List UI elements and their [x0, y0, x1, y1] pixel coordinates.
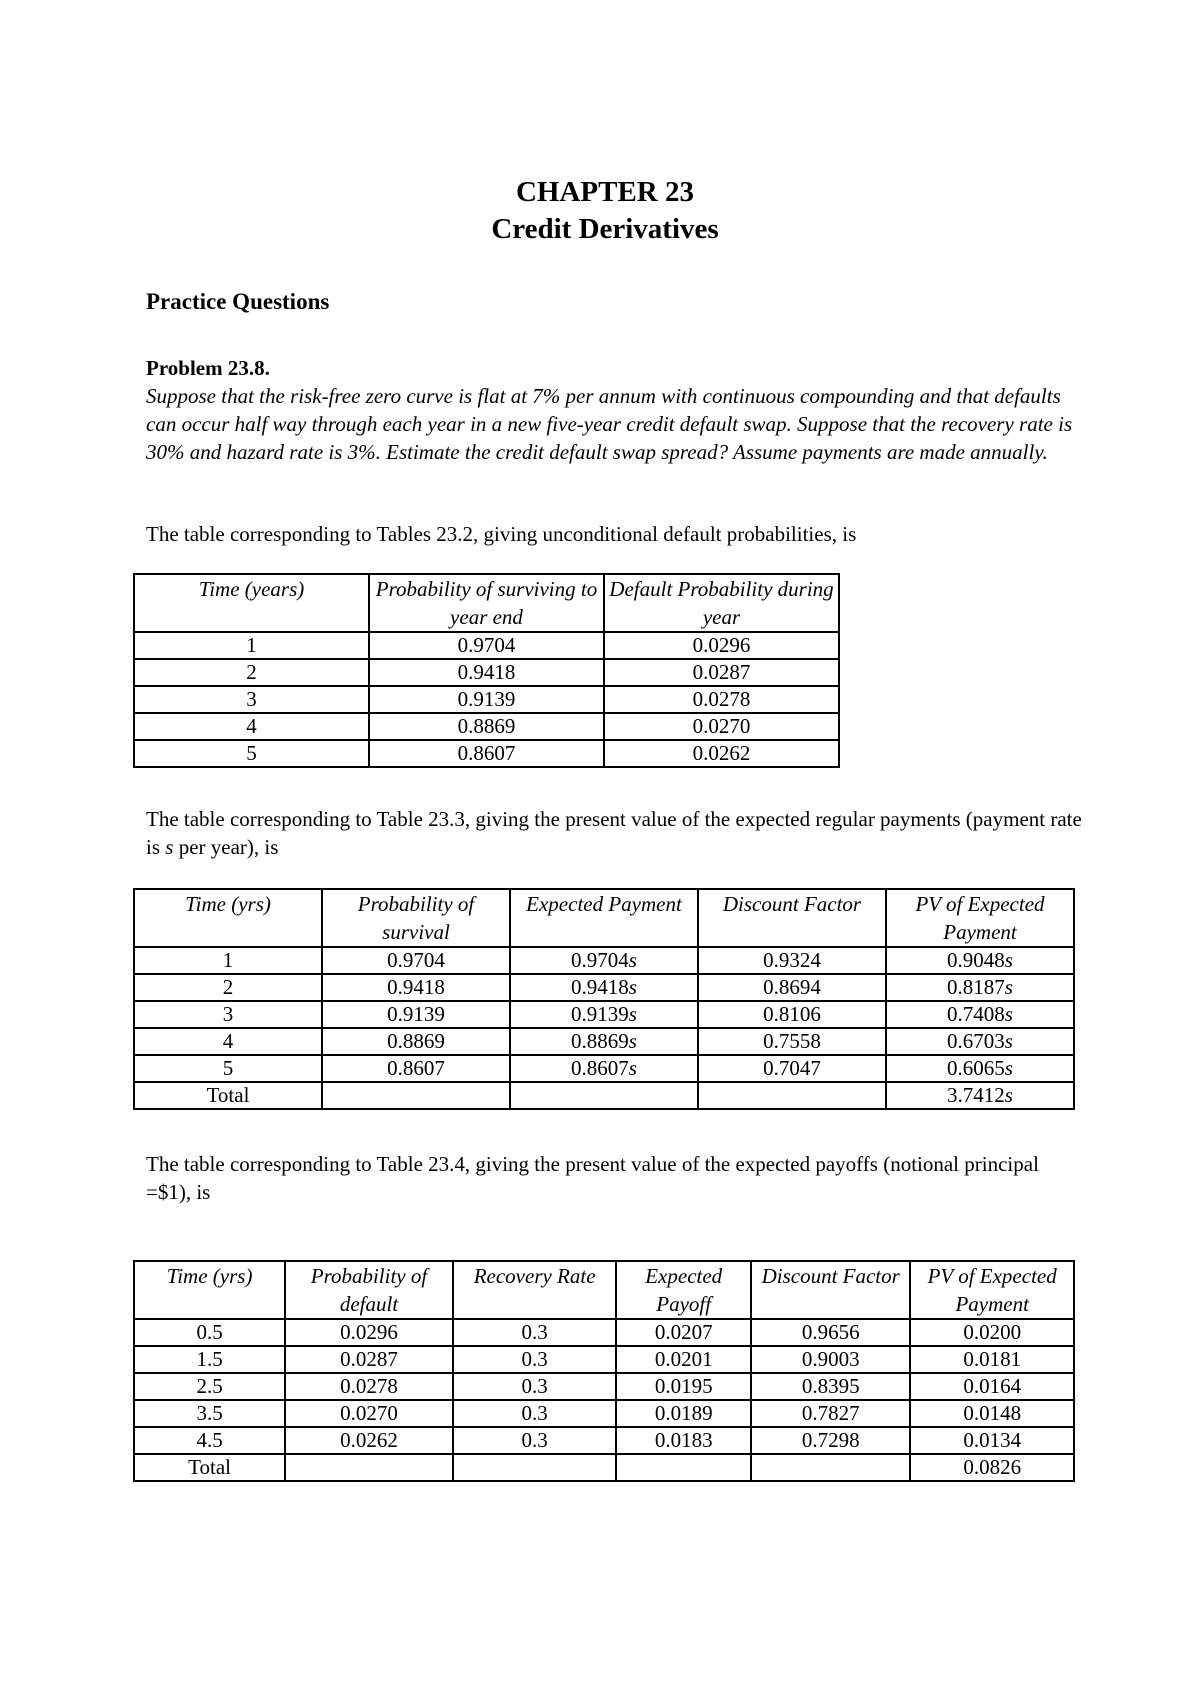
table-cell: 0.8694 [698, 974, 886, 1001]
table-row [134, 1400, 1074, 1427]
table-cell: 1 [134, 947, 322, 974]
table-cell: 0.0296 [285, 1319, 453, 1346]
table-cell: 0.9704 [369, 632, 604, 659]
table-row [134, 1028, 1074, 1055]
table-cell: 0.0270 [604, 713, 839, 740]
table-cell [322, 1082, 510, 1109]
default-probability-table [133, 573, 840, 768]
table-cell: Total [134, 1082, 322, 1109]
table-cell: 0.8607 [322, 1055, 510, 1082]
spread-symbol: s [1004, 1083, 1013, 1107]
intro-table3: The table corresponding to Table 23.4, giving the present value of the expected payoffs (notional principal =$1), is [146, 1152, 1039, 1204]
table-cell: 0.9324 [698, 947, 886, 974]
table-cell: 3.5 [134, 1400, 285, 1427]
table-cell: 0.0164 [910, 1373, 1074, 1400]
table-cell: 4 [134, 1028, 322, 1055]
column-header: Probability of default [285, 1261, 453, 1319]
table-cell: 0.9003 [751, 1346, 910, 1373]
table-cell: 0.5 [134, 1319, 285, 1346]
table-cell: 0.0287 [285, 1346, 453, 1373]
table-row [134, 659, 839, 686]
intro-table2-before: The table corresponding to Table 23.3, giving the present value of the expected regular payments (payment rate is [146, 807, 1082, 859]
table-cell [285, 1454, 453, 1481]
table-cell: 0.7827 [751, 1400, 910, 1427]
table-cell: 0.9418 [369, 659, 604, 686]
column-header: Expected Payoff [616, 1261, 751, 1319]
table-cell: 0.9704s [510, 947, 698, 974]
table-cell: 4.5 [134, 1427, 285, 1454]
spread-symbol: s [628, 975, 637, 999]
expected-payments-table [133, 888, 1075, 1110]
intro-table2-after: per year), is [173, 835, 279, 859]
table-cell: 0.9656 [751, 1319, 910, 1346]
table-cell: 0.0262 [285, 1427, 453, 1454]
column-header: Probability of survival [322, 889, 510, 947]
table-cell [453, 1454, 617, 1481]
table-row [134, 947, 1074, 974]
table-cell: 0.3 [453, 1427, 617, 1454]
table-cell: 0.9418 [322, 974, 510, 1001]
table-cell: 0.9048s [886, 947, 1074, 974]
column-header: Expected Payment [510, 889, 698, 947]
section-title: Practice Questions [146, 289, 330, 314]
table-cell [751, 1454, 910, 1481]
table-cell: 0.0296 [604, 632, 839, 659]
spread-symbol: s [628, 1056, 637, 1080]
table-cell: 0.6703s [886, 1028, 1074, 1055]
table-cell: 5 [134, 740, 369, 767]
table-row [134, 974, 1074, 1001]
table-cell [510, 1082, 698, 1109]
problem-label: Problem 23.8. [146, 356, 270, 380]
column-header: PV of Expected Payment [910, 1261, 1074, 1319]
table-row [134, 1001, 1074, 1028]
table-cell: 0.7558 [698, 1028, 886, 1055]
table-cell: 0.9418s [510, 974, 698, 1001]
table-row [134, 1082, 1074, 1109]
table-row [134, 1373, 1074, 1400]
table-row [134, 713, 839, 740]
chapter-title: Credit Derivatives [491, 213, 719, 245]
table-cell: 4 [134, 713, 369, 740]
table-row [134, 1319, 1074, 1346]
table-row [134, 1427, 1074, 1454]
table-cell: 0.9139 [369, 686, 604, 713]
table-cell: 0.3 [453, 1346, 617, 1373]
table-cell: 1 [134, 632, 369, 659]
table-cell: 0.0262 [604, 740, 839, 767]
table-cell: 0.0278 [285, 1373, 453, 1400]
spread-symbol: s [1004, 1002, 1013, 1026]
column-header: Time (yrs) [134, 1261, 285, 1319]
table-cell: 3 [134, 686, 369, 713]
table-cell: 0.0189 [616, 1400, 751, 1427]
column-header: Discount Factor [698, 889, 886, 947]
table-cell [616, 1454, 751, 1481]
table-cell: 2 [134, 659, 369, 686]
spread-symbol: s [628, 1029, 637, 1053]
table-cell: 0.8607s [510, 1055, 698, 1082]
table-cell: 0.3 [453, 1373, 617, 1400]
spread-symbol: s [1004, 1029, 1013, 1053]
table-cell: 0.3 [453, 1400, 617, 1427]
intro-table1: The table corresponding to Tables 23.2, giving unconditional default probabilities, is [146, 522, 857, 546]
column-header: Recovery Rate [453, 1261, 617, 1319]
table-row [134, 1454, 1074, 1481]
table-cell: 0.0270 [285, 1400, 453, 1427]
table-cell: 0.8395 [751, 1373, 910, 1400]
table-cell: 0.8607 [369, 740, 604, 767]
table-cell: 0.0278 [604, 686, 839, 713]
table-cell: 2.5 [134, 1373, 285, 1400]
chapter-number: CHAPTER 23 [515, 176, 695, 208]
spread-symbol: s [1004, 948, 1013, 972]
column-header: Default Probability during year [604, 574, 839, 632]
expected-payoffs-table [133, 1260, 1075, 1482]
table-cell: 3.7412s [886, 1082, 1074, 1109]
table-cell: 0.8869 [369, 713, 604, 740]
table-cell: 0.0287 [604, 659, 839, 686]
table-cell: 1.5 [134, 1346, 285, 1373]
table-cell: 0.8187s [886, 974, 1074, 1001]
table-cell: 0.0148 [910, 1400, 1074, 1427]
table-row [134, 686, 839, 713]
table-cell: 0.7408s [886, 1001, 1074, 1028]
table-cell: 0.6065s [886, 1055, 1074, 1082]
spread-symbol: s [1004, 1056, 1013, 1080]
table-cell: 2 [134, 974, 322, 1001]
spread-symbol: s [1004, 975, 1013, 999]
column-header: Probability of surviving to year end [369, 574, 604, 632]
table-cell: 0.0134 [910, 1427, 1074, 1454]
spread-symbol: s [628, 948, 637, 972]
table-cell: 0.0181 [910, 1346, 1074, 1373]
column-header: Time (yrs) [134, 889, 322, 947]
table-cell: 5 [134, 1055, 322, 1082]
table-cell: 0.0207 [616, 1319, 751, 1346]
table-cell: 0.8869s [510, 1028, 698, 1055]
payment-rate-symbol: s [165, 835, 174, 859]
table-cell: 0.9704 [322, 947, 510, 974]
table-cell: 0.0826 [910, 1454, 1074, 1481]
table-cell: Total [134, 1454, 285, 1481]
table-cell: 0.9139s [510, 1001, 698, 1028]
table-row [134, 740, 839, 767]
table-cell: 0.8869 [322, 1028, 510, 1055]
column-header: Discount Factor [751, 1261, 910, 1319]
table-cell [698, 1082, 886, 1109]
table-cell: 0.0195 [616, 1373, 751, 1400]
table-cell: 0.3 [453, 1319, 617, 1346]
column-header: PV of Expected Payment [886, 889, 1074, 947]
intro-table2 [146, 805, 1086, 861]
table-cell: 0.0201 [616, 1346, 751, 1373]
table-cell: 0.7047 [698, 1055, 886, 1082]
table-cell: 0.7298 [751, 1427, 910, 1454]
table-row [134, 1346, 1074, 1373]
table-cell: 3 [134, 1001, 322, 1028]
spread-symbol: s [628, 1002, 637, 1026]
table-cell: 0.9139 [322, 1001, 510, 1028]
column-header: Time (years) [134, 574, 369, 632]
table-cell: 0.0183 [616, 1427, 751, 1454]
table-cell: 0.0200 [910, 1319, 1074, 1346]
table-row [134, 1055, 1074, 1082]
table-cell: 0.8106 [698, 1001, 886, 1028]
problem-question: Suppose that the risk-free zero curve is flat at 7% per annum with continuous compounding and that defaults can occur half way through each year in a new five-year credit default swap. Suppose that the recovery rate is 30% and hazard rate is 3%. Estimate the credit default swap spread? Assume payments are made annually. [146, 384, 1073, 464]
table-row [134, 632, 839, 659]
